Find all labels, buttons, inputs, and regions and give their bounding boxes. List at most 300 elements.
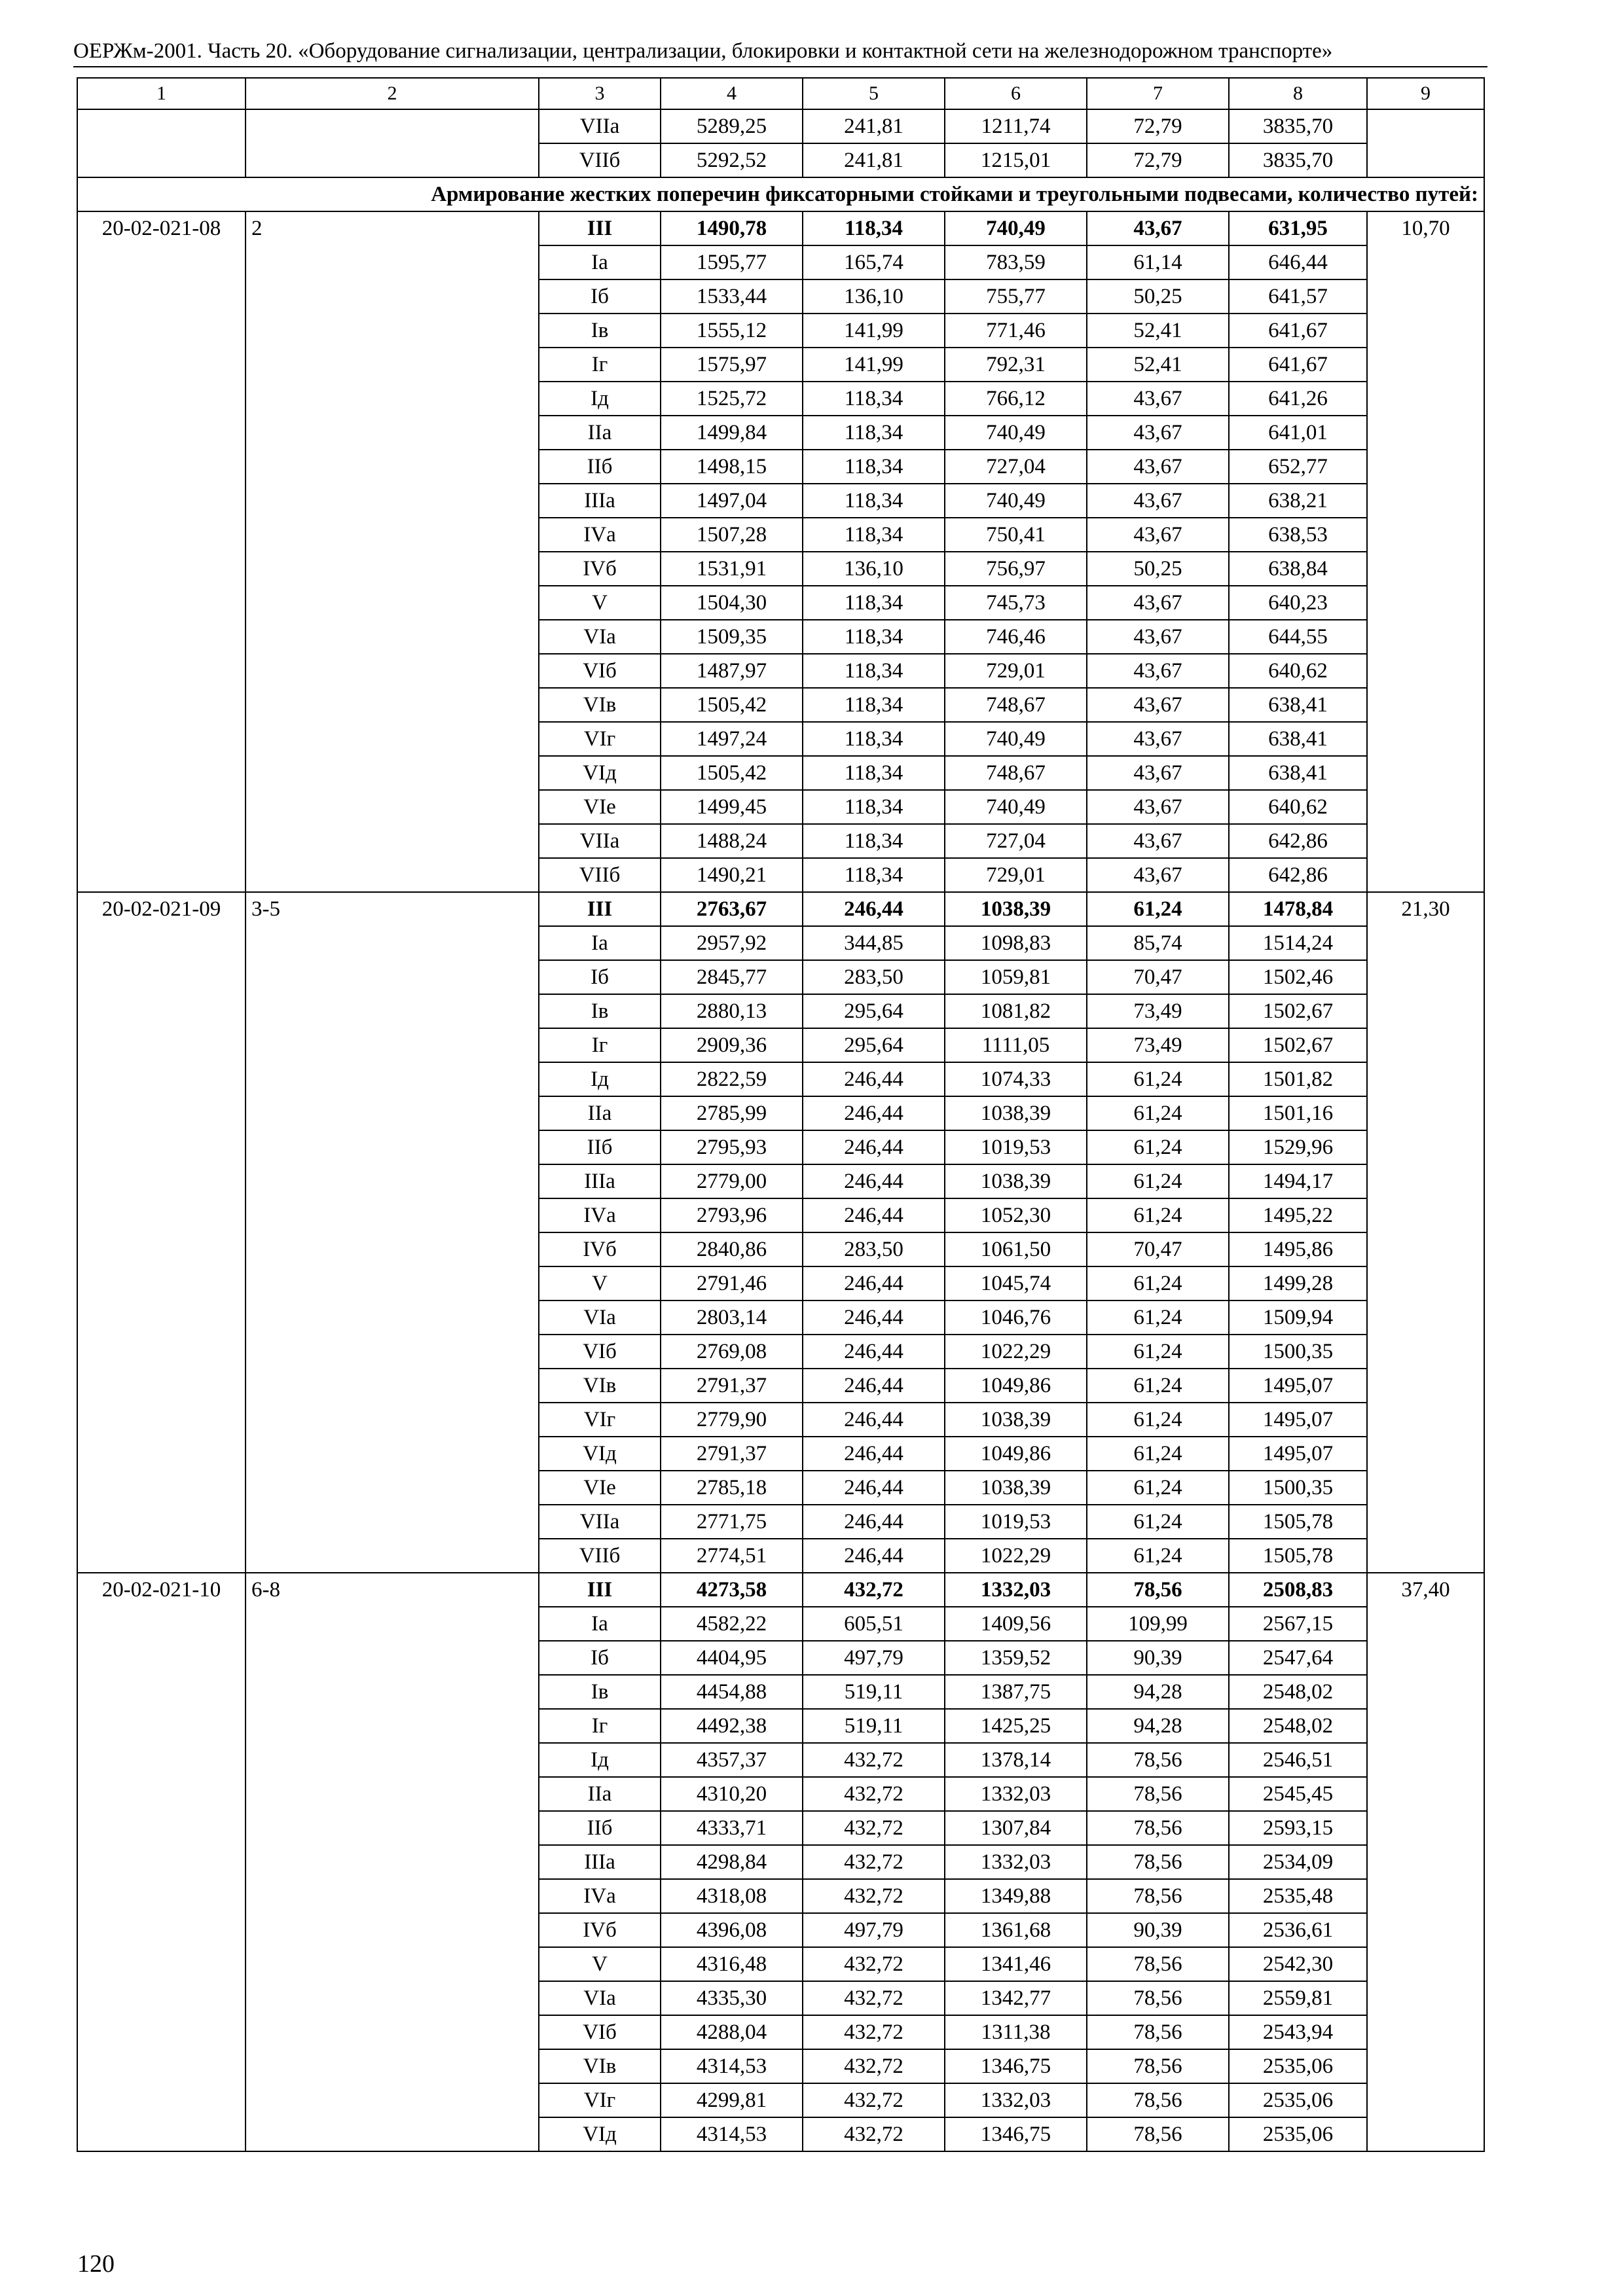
zone-cell: IVб bbox=[539, 552, 661, 586]
value-cell: 432,72 bbox=[803, 1743, 945, 1777]
value-cell: 2548,02 bbox=[1229, 1675, 1367, 1709]
value-cell: 1342,77 bbox=[945, 1981, 1087, 2015]
zone-cell: Iа bbox=[539, 245, 661, 279]
value-cell: 1049,86 bbox=[945, 1369, 1087, 1403]
zone-cell: III bbox=[539, 1573, 661, 1607]
column-number: 4 bbox=[661, 78, 803, 109]
value-cell: 1059,81 bbox=[945, 960, 1087, 994]
value-cell: 78,56 bbox=[1087, 1879, 1229, 1913]
value-cell: 43,67 bbox=[1087, 790, 1229, 824]
value-cell: 2534,09 bbox=[1229, 1845, 1367, 1879]
value-cell: 1514,24 bbox=[1229, 926, 1367, 960]
value-cell: 2785,99 bbox=[661, 1096, 803, 1130]
value-cell: 755,77 bbox=[945, 279, 1087, 314]
zone-cell: IIа bbox=[539, 1777, 661, 1811]
value-cell: 641,57 bbox=[1229, 279, 1367, 314]
value-cell: 2880,13 bbox=[661, 994, 803, 1028]
value-cell: 1495,07 bbox=[1229, 1403, 1367, 1437]
value-cell: 1045,74 bbox=[945, 1266, 1087, 1300]
value-cell: 641,26 bbox=[1229, 382, 1367, 416]
value-cell: 43,67 bbox=[1087, 450, 1229, 484]
value-cell: 1052,30 bbox=[945, 1198, 1087, 1232]
value-cell: 432,72 bbox=[803, 1947, 945, 1981]
zone-cell: IVа bbox=[539, 1198, 661, 1232]
value-cell: 4310,20 bbox=[661, 1777, 803, 1811]
value-cell: 1487,97 bbox=[661, 654, 803, 688]
value-cell: 4454,88 bbox=[661, 1675, 803, 1709]
value-cell: 78,56 bbox=[1087, 2015, 1229, 2049]
value-cell: 61,14 bbox=[1087, 245, 1229, 279]
value-cell: 640,62 bbox=[1229, 654, 1367, 688]
zone-cell: VIг bbox=[539, 1403, 661, 1437]
value-cell: 283,50 bbox=[803, 960, 945, 994]
value-cell: 118,34 bbox=[803, 654, 945, 688]
value-cell: 61,24 bbox=[1087, 892, 1229, 926]
value-cell: 638,41 bbox=[1229, 722, 1367, 756]
value-cell: 61,24 bbox=[1087, 1369, 1229, 1403]
zone-cell: IVа bbox=[539, 518, 661, 552]
value-cell: 1499,28 bbox=[1229, 1266, 1367, 1300]
value-cell: 1495,22 bbox=[1229, 1198, 1367, 1232]
c9-cell: 37,40 bbox=[1367, 1573, 1484, 2151]
value-cell: 61,24 bbox=[1087, 1437, 1229, 1471]
value-cell: 638,41 bbox=[1229, 756, 1367, 790]
column-number: 6 bbox=[945, 78, 1087, 109]
value-cell: 1038,39 bbox=[945, 1096, 1087, 1130]
value-cell: 246,44 bbox=[803, 1369, 945, 1403]
value-cell: 646,44 bbox=[1229, 245, 1367, 279]
value-cell: 727,04 bbox=[945, 824, 1087, 858]
value-cell: 2548,02 bbox=[1229, 1709, 1367, 1743]
zone-cell: VIе bbox=[539, 790, 661, 824]
value-cell: 2542,30 bbox=[1229, 1947, 1367, 1981]
value-cell: 1505,78 bbox=[1229, 1505, 1367, 1539]
value-cell: 1307,84 bbox=[945, 1811, 1087, 1845]
value-cell: 73,49 bbox=[1087, 994, 1229, 1028]
value-cell: 748,67 bbox=[945, 756, 1087, 790]
value-cell: 432,72 bbox=[803, 1981, 945, 2015]
value-cell: 1529,96 bbox=[1229, 1130, 1367, 1164]
value-cell: 2547,64 bbox=[1229, 1641, 1367, 1675]
value-cell: 1346,75 bbox=[945, 2049, 1087, 2083]
value-cell: 729,01 bbox=[945, 654, 1087, 688]
value-cell: 1504,30 bbox=[661, 586, 803, 620]
value-cell: 1498,15 bbox=[661, 450, 803, 484]
value-cell: 61,24 bbox=[1087, 1403, 1229, 1437]
value-cell: 1361,68 bbox=[945, 1913, 1087, 1947]
value-cell: 2535,06 bbox=[1229, 2049, 1367, 2083]
value-cell: 118,34 bbox=[803, 586, 945, 620]
value-cell: 4333,71 bbox=[661, 1811, 803, 1845]
value-cell: 295,64 bbox=[803, 1028, 945, 1062]
table-row bbox=[77, 892, 1484, 926]
value-cell: 4318,08 bbox=[661, 1879, 803, 1913]
value-cell: 118,34 bbox=[803, 722, 945, 756]
value-cell: 246,44 bbox=[803, 1164, 945, 1198]
value-cell: 246,44 bbox=[803, 1437, 945, 1471]
value-cell: 1349,88 bbox=[945, 1879, 1087, 1913]
value-cell: 61,24 bbox=[1087, 1300, 1229, 1335]
table-row bbox=[77, 1573, 1484, 1607]
value-cell: 1501,16 bbox=[1229, 1096, 1367, 1130]
value-cell: 750,41 bbox=[945, 518, 1087, 552]
section-row bbox=[77, 177, 1484, 211]
value-cell: 61,24 bbox=[1087, 1539, 1229, 1573]
value-cell: 43,67 bbox=[1087, 654, 1229, 688]
value-cell: 740,49 bbox=[945, 722, 1087, 756]
value-cell: 2546,51 bbox=[1229, 1743, 1367, 1777]
c9-cell: 21,30 bbox=[1367, 892, 1484, 1573]
value-cell: 641,67 bbox=[1229, 348, 1367, 382]
value-cell: 1494,17 bbox=[1229, 1164, 1367, 1198]
value-cell: 246,44 bbox=[803, 1300, 945, 1335]
value-cell: 2785,18 bbox=[661, 1471, 803, 1505]
value-cell: 2795,93 bbox=[661, 1130, 803, 1164]
value-cell: 136,10 bbox=[803, 279, 945, 314]
zone-cell: VIIб bbox=[539, 858, 661, 892]
zone-cell: VIв bbox=[539, 688, 661, 722]
value-cell: 638,41 bbox=[1229, 688, 1367, 722]
value-cell: 118,34 bbox=[803, 756, 945, 790]
value-cell: 85,74 bbox=[1087, 926, 1229, 960]
zone-cell: IIа bbox=[539, 1096, 661, 1130]
value-cell: 432,72 bbox=[803, 2083, 945, 2117]
value-cell: 118,34 bbox=[803, 382, 945, 416]
value-cell: 72,79 bbox=[1087, 143, 1229, 177]
value-cell: 246,44 bbox=[803, 1505, 945, 1539]
value-cell: 1555,12 bbox=[661, 314, 803, 348]
value-cell: 52,41 bbox=[1087, 348, 1229, 382]
value-cell: 90,39 bbox=[1087, 1913, 1229, 1947]
zone-cell: VIIб bbox=[539, 1539, 661, 1573]
value-cell: 118,34 bbox=[803, 824, 945, 858]
value-cell: 641,67 bbox=[1229, 314, 1367, 348]
value-cell: 1311,38 bbox=[945, 2015, 1087, 2049]
value-cell: 432,72 bbox=[803, 1573, 945, 1607]
value-cell: 1098,83 bbox=[945, 926, 1087, 960]
value-cell: 1211,74 bbox=[945, 109, 1087, 143]
value-cell: 1490,78 bbox=[661, 211, 803, 245]
value-cell: 61,24 bbox=[1087, 1164, 1229, 1198]
value-cell: 4316,48 bbox=[661, 1947, 803, 1981]
column-number: 9 bbox=[1367, 78, 1484, 109]
value-cell: 432,72 bbox=[803, 1777, 945, 1811]
value-cell: 344,85 bbox=[803, 926, 945, 960]
value-cell: 1478,84 bbox=[1229, 892, 1367, 926]
value-cell: 432,72 bbox=[803, 1811, 945, 1845]
zone-cell: Iд bbox=[539, 1743, 661, 1777]
value-cell: 78,56 bbox=[1087, 1845, 1229, 1879]
zone-cell: V bbox=[539, 586, 661, 620]
column-number: 2 bbox=[246, 78, 539, 109]
zone-cell: VIг bbox=[539, 722, 661, 756]
value-cell: 432,72 bbox=[803, 1879, 945, 1913]
value-cell: 1215,01 bbox=[945, 143, 1087, 177]
value-cell: 1505,42 bbox=[661, 688, 803, 722]
value-cell: 78,56 bbox=[1087, 2083, 1229, 2117]
value-cell: 1495,07 bbox=[1229, 1369, 1367, 1403]
zone-cell: IIб bbox=[539, 450, 661, 484]
zone-cell: VIб bbox=[539, 2015, 661, 2049]
value-cell: 2535,06 bbox=[1229, 2117, 1367, 2151]
value-cell: 43,67 bbox=[1087, 858, 1229, 892]
value-cell: 43,67 bbox=[1087, 382, 1229, 416]
value-cell: 746,46 bbox=[945, 620, 1087, 654]
value-cell: 43,67 bbox=[1087, 620, 1229, 654]
value-cell: 4582,22 bbox=[661, 1607, 803, 1641]
value-cell: 43,67 bbox=[1087, 484, 1229, 518]
zone-cell: IIб bbox=[539, 1811, 661, 1845]
value-cell: 1502,67 bbox=[1229, 994, 1367, 1028]
value-cell: 61,24 bbox=[1087, 1335, 1229, 1369]
header-rule bbox=[73, 66, 1487, 67]
value-cell: 61,24 bbox=[1087, 1130, 1229, 1164]
value-cell: 43,67 bbox=[1087, 211, 1229, 245]
value-cell: 432,72 bbox=[803, 1845, 945, 1879]
section-title: Армирование жестких поперечин фиксаторными стойками и треугольными подвесами, количество путей: bbox=[77, 177, 1484, 211]
value-cell: 2791,46 bbox=[661, 1266, 803, 1300]
value-cell: 1500,35 bbox=[1229, 1471, 1367, 1505]
value-cell: 1495,07 bbox=[1229, 1437, 1367, 1471]
value-cell: 1359,52 bbox=[945, 1641, 1087, 1675]
value-cell: 756,97 bbox=[945, 552, 1087, 586]
value-cell: 43,67 bbox=[1087, 824, 1229, 858]
c9-cell bbox=[1367, 109, 1484, 177]
value-cell: 1332,03 bbox=[945, 1777, 1087, 1811]
value-cell: 241,81 bbox=[803, 143, 945, 177]
zone-cell: Iв bbox=[539, 1675, 661, 1709]
value-cell: 4299,81 bbox=[661, 2083, 803, 2117]
value-cell: 1081,82 bbox=[945, 994, 1087, 1028]
value-cell: 73,49 bbox=[1087, 1028, 1229, 1062]
value-cell: 642,86 bbox=[1229, 824, 1367, 858]
zone-cell: VIа bbox=[539, 1981, 661, 2015]
column-number: 3 bbox=[539, 78, 661, 109]
value-cell: 644,55 bbox=[1229, 620, 1367, 654]
value-cell: 78,56 bbox=[1087, 2049, 1229, 2083]
zone-cell: IIIа bbox=[539, 1845, 661, 1879]
value-cell: 52,41 bbox=[1087, 314, 1229, 348]
value-cell: 519,11 bbox=[803, 1709, 945, 1743]
zone-cell: Iг bbox=[539, 348, 661, 382]
value-cell: 3835,70 bbox=[1229, 143, 1367, 177]
value-cell: 766,12 bbox=[945, 382, 1087, 416]
value-cell: 2840,86 bbox=[661, 1232, 803, 1266]
value-cell: 4396,08 bbox=[661, 1913, 803, 1947]
value-cell: 2763,67 bbox=[661, 892, 803, 926]
value-cell: 1038,39 bbox=[945, 1403, 1087, 1437]
value-cell: 727,04 bbox=[945, 450, 1087, 484]
value-cell: 4404,95 bbox=[661, 1641, 803, 1675]
value-cell: 78,56 bbox=[1087, 1981, 1229, 2015]
value-cell: 1061,50 bbox=[945, 1232, 1087, 1266]
zone-cell: Iб bbox=[539, 1641, 661, 1675]
value-cell: 43,67 bbox=[1087, 688, 1229, 722]
value-cell: 432,72 bbox=[803, 2049, 945, 2083]
value-cell: 1531,91 bbox=[661, 552, 803, 586]
value-cell: 78,56 bbox=[1087, 1777, 1229, 1811]
value-cell: 2822,59 bbox=[661, 1062, 803, 1096]
value-cell: 1575,97 bbox=[661, 348, 803, 382]
value-cell: 4298,84 bbox=[661, 1845, 803, 1879]
value-cell: 70,47 bbox=[1087, 960, 1229, 994]
value-cell: 1509,94 bbox=[1229, 1300, 1367, 1335]
value-cell: 118,34 bbox=[803, 416, 945, 450]
zone-cell: Iа bbox=[539, 926, 661, 960]
value-cell: 61,24 bbox=[1087, 1198, 1229, 1232]
rates-table bbox=[77, 77, 1485, 2152]
value-cell: 1502,46 bbox=[1229, 960, 1367, 994]
zone-cell: IVа bbox=[539, 1879, 661, 1913]
value-cell: 72,79 bbox=[1087, 109, 1229, 143]
value-cell: 1378,14 bbox=[945, 1743, 1087, 1777]
zone-cell: IIIа bbox=[539, 484, 661, 518]
value-cell: 1490,21 bbox=[661, 858, 803, 892]
value-cell: 61,24 bbox=[1087, 1471, 1229, 1505]
value-cell: 118,34 bbox=[803, 518, 945, 552]
value-cell: 118,34 bbox=[803, 620, 945, 654]
value-cell: 246,44 bbox=[803, 892, 945, 926]
value-cell: 1346,75 bbox=[945, 2117, 1087, 2151]
value-cell: 638,84 bbox=[1229, 552, 1367, 586]
zone-cell: Iд bbox=[539, 382, 661, 416]
value-cell: 432,72 bbox=[803, 2117, 945, 2151]
value-cell: 246,44 bbox=[803, 1539, 945, 1573]
value-cell: 2545,45 bbox=[1229, 1777, 1367, 1811]
value-cell: 2791,37 bbox=[661, 1369, 803, 1403]
value-cell: 1019,53 bbox=[945, 1505, 1087, 1539]
zone-cell: IVб bbox=[539, 1913, 661, 1947]
value-cell: 2769,08 bbox=[661, 1335, 803, 1369]
value-cell: 1019,53 bbox=[945, 1130, 1087, 1164]
value-cell: 783,59 bbox=[945, 245, 1087, 279]
value-cell: 2535,06 bbox=[1229, 2083, 1367, 2117]
value-cell: 638,21 bbox=[1229, 484, 1367, 518]
value-cell: 118,34 bbox=[803, 688, 945, 722]
value-cell: 1495,86 bbox=[1229, 1232, 1367, 1266]
value-cell: 94,28 bbox=[1087, 1709, 1229, 1743]
value-cell: 141,99 bbox=[803, 314, 945, 348]
value-cell: 641,01 bbox=[1229, 416, 1367, 450]
zone-cell: VIд bbox=[539, 2117, 661, 2151]
value-cell: 2779,90 bbox=[661, 1403, 803, 1437]
value-cell: 652,77 bbox=[1229, 450, 1367, 484]
value-cell: 1022,29 bbox=[945, 1539, 1087, 1573]
value-cell: 1505,42 bbox=[661, 756, 803, 790]
value-cell: 61,24 bbox=[1087, 1505, 1229, 1539]
value-cell: 1507,28 bbox=[661, 518, 803, 552]
zone-cell: VIв bbox=[539, 1369, 661, 1403]
value-cell: 136,10 bbox=[803, 552, 945, 586]
value-cell: 2779,00 bbox=[661, 1164, 803, 1198]
value-cell: 2803,14 bbox=[661, 1300, 803, 1335]
value-cell: 1488,24 bbox=[661, 824, 803, 858]
value-cell: 5289,25 bbox=[661, 109, 803, 143]
zone-cell: VIе bbox=[539, 1471, 661, 1505]
value-cell: 1502,67 bbox=[1229, 1028, 1367, 1062]
value-cell: 1049,86 bbox=[945, 1437, 1087, 1471]
value-cell: 638,53 bbox=[1229, 518, 1367, 552]
value-cell: 246,44 bbox=[803, 1266, 945, 1300]
zone-cell: VIг bbox=[539, 2083, 661, 2117]
value-cell: 78,56 bbox=[1087, 1947, 1229, 1981]
value-cell: 43,67 bbox=[1087, 518, 1229, 552]
code-cell bbox=[77, 109, 246, 177]
value-cell: 2909,36 bbox=[661, 1028, 803, 1062]
value-cell: 729,01 bbox=[945, 858, 1087, 892]
value-cell: 43,67 bbox=[1087, 586, 1229, 620]
zone-cell: VIб bbox=[539, 654, 661, 688]
value-cell: 246,44 bbox=[803, 1130, 945, 1164]
value-cell: 78,56 bbox=[1087, 1811, 1229, 1845]
value-cell: 118,34 bbox=[803, 211, 945, 245]
value-cell: 2793,96 bbox=[661, 1198, 803, 1232]
value-cell: 246,44 bbox=[803, 1096, 945, 1130]
value-cell: 118,34 bbox=[803, 450, 945, 484]
zone-cell: IIIа bbox=[539, 1164, 661, 1198]
paths-cell: 3-5 bbox=[246, 892, 539, 1573]
value-cell: 5292,52 bbox=[661, 143, 803, 177]
value-cell: 90,39 bbox=[1087, 1641, 1229, 1675]
value-cell: 771,46 bbox=[945, 314, 1087, 348]
paths-cell: 2 bbox=[246, 211, 539, 892]
value-cell: 4288,04 bbox=[661, 2015, 803, 2049]
zone-cell: VIIa bbox=[539, 109, 661, 143]
value-cell: 118,34 bbox=[803, 858, 945, 892]
value-cell: 4273,58 bbox=[661, 1573, 803, 1607]
value-cell: 246,44 bbox=[803, 1062, 945, 1096]
value-cell: 70,47 bbox=[1087, 1232, 1229, 1266]
value-cell: 1533,44 bbox=[661, 279, 803, 314]
value-cell: 740,49 bbox=[945, 790, 1087, 824]
value-cell: 94,28 bbox=[1087, 1675, 1229, 1709]
value-cell: 2593,15 bbox=[1229, 1811, 1367, 1845]
value-cell: 1500,35 bbox=[1229, 1335, 1367, 1369]
value-cell: 1499,84 bbox=[661, 416, 803, 450]
value-cell: 640,62 bbox=[1229, 790, 1367, 824]
value-cell: 1501,82 bbox=[1229, 1062, 1367, 1096]
value-cell: 43,67 bbox=[1087, 756, 1229, 790]
value-cell: 2567,15 bbox=[1229, 1607, 1367, 1641]
value-cell: 283,50 bbox=[803, 1232, 945, 1266]
value-cell: 78,56 bbox=[1087, 1573, 1229, 1607]
zone-cell: IVб bbox=[539, 1232, 661, 1266]
value-cell: 1332,03 bbox=[945, 1573, 1087, 1607]
value-cell: 642,86 bbox=[1229, 858, 1367, 892]
value-cell: 1497,04 bbox=[661, 484, 803, 518]
zone-cell: III bbox=[539, 892, 661, 926]
zone-cell: VIIб bbox=[539, 143, 661, 177]
value-cell: 1509,35 bbox=[661, 620, 803, 654]
zone-cell: VIIа bbox=[539, 1505, 661, 1539]
value-cell: 631,95 bbox=[1229, 211, 1367, 245]
value-cell: 43,67 bbox=[1087, 722, 1229, 756]
value-cell: 2543,94 bbox=[1229, 2015, 1367, 2049]
value-cell: 640,23 bbox=[1229, 586, 1367, 620]
value-cell: 2771,75 bbox=[661, 1505, 803, 1539]
zone-cell: VIб bbox=[539, 1335, 661, 1369]
value-cell: 1332,03 bbox=[945, 1845, 1087, 1879]
value-cell: 1409,56 bbox=[945, 1607, 1087, 1641]
value-cell: 2536,61 bbox=[1229, 1913, 1367, 1947]
value-cell: 2774,51 bbox=[661, 1539, 803, 1573]
zone-cell: V bbox=[539, 1266, 661, 1300]
value-cell: 246,44 bbox=[803, 1335, 945, 1369]
page-header: ОЕРЖм-2001. Часть 20. «Оборудование сигнализации, централизации, блокировки и контактной сети на железнодорожном транспорте» bbox=[73, 39, 1333, 63]
value-cell: 1022,29 bbox=[945, 1335, 1087, 1369]
value-cell: 1425,25 bbox=[945, 1709, 1087, 1743]
value-cell: 2957,92 bbox=[661, 926, 803, 960]
